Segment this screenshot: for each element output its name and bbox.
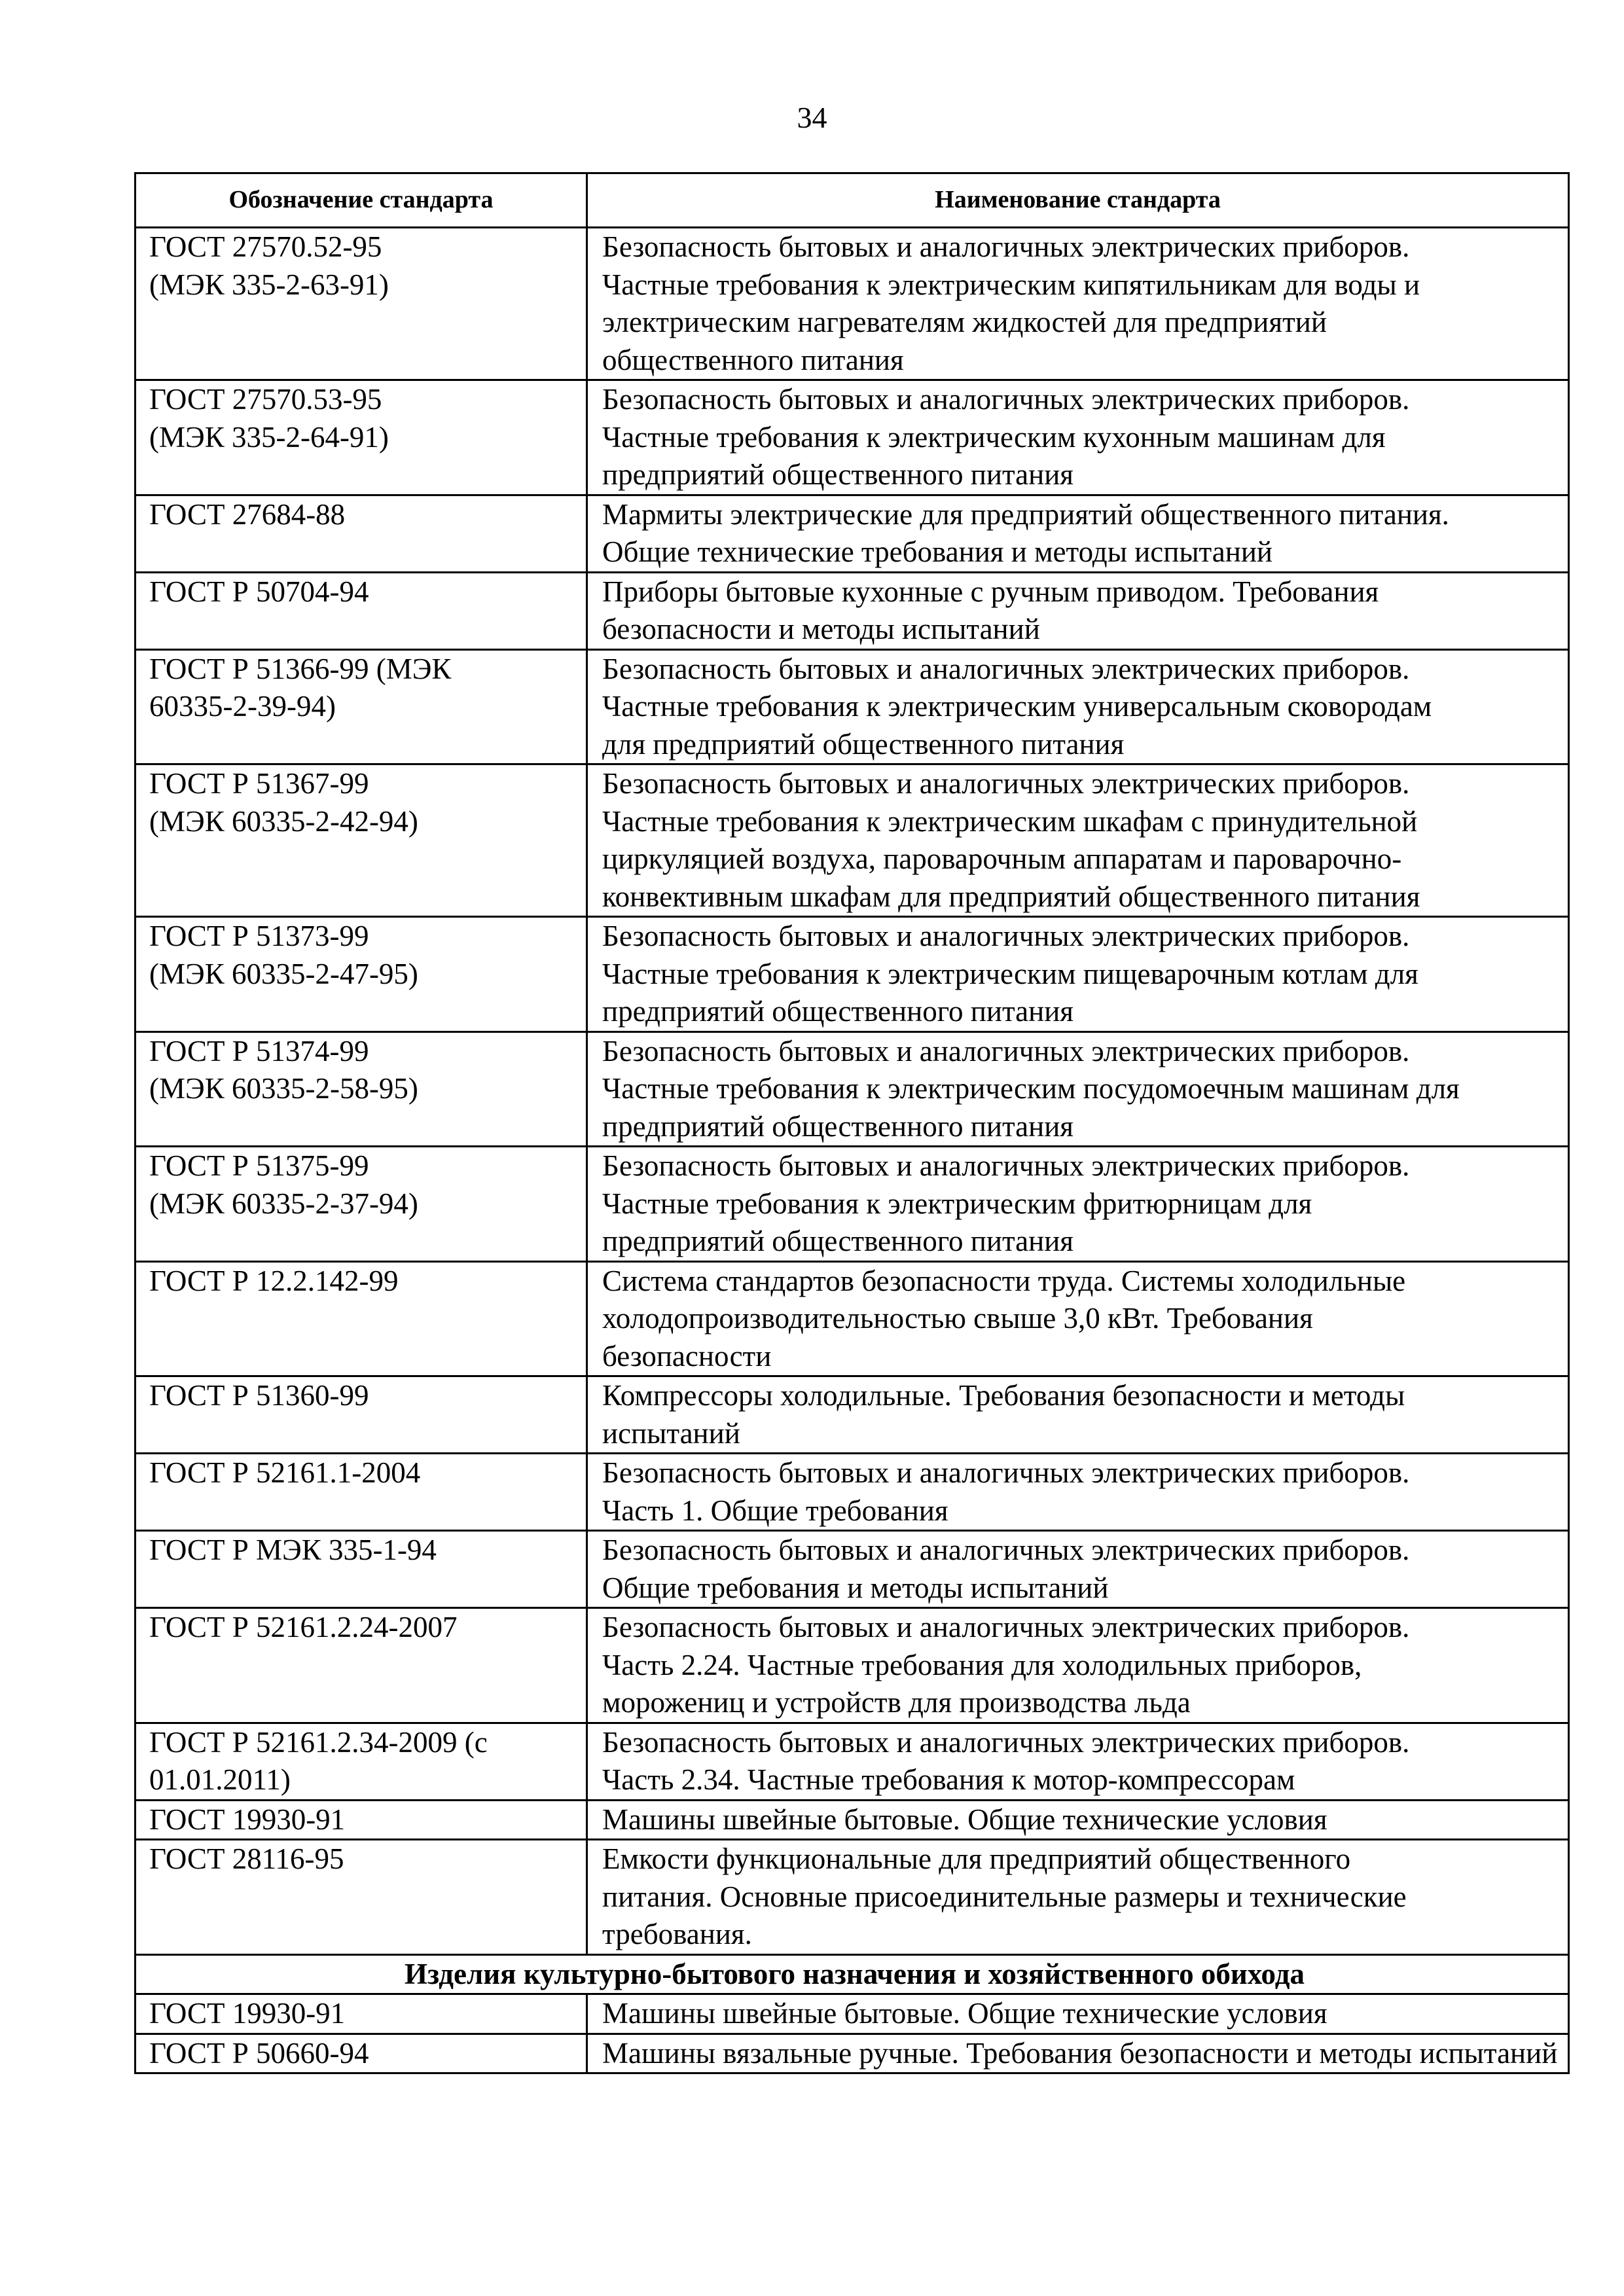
- table-row: [135, 1376, 1569, 1454]
- page-number: 34: [797, 101, 827, 134]
- standard-code: ГОСТ Р 50660-94: [135, 2034, 587, 2073]
- table-row: [135, 2034, 1569, 2073]
- standard-code: ГОСТ 27684-88: [135, 495, 587, 572]
- standards-table: [134, 172, 1570, 2074]
- standard-code: ГОСТ 27570.52-95 (МЭК 335-2-63-91): [135, 228, 587, 380]
- standard-code: ГОСТ Р 51366-99 (МЭК 60335-2-39-94): [135, 649, 587, 764]
- standard-name: Безопасность бытовых и аналогичных электрических приборов. Частные требования к электрическим шкафам с принудительной циркуляцией воздуха, пароварочным аппаратам и пароварочно- конвективным шкафам для предприятий общественного питания: [587, 764, 1569, 917]
- standard-code: ГОСТ 28116-95: [135, 1840, 587, 1955]
- standard-name: Безопасность бытовых и аналогичных электрических приборов. Частные требования к электрическим кипятильникам для воды и электрическим нагревателям жидкостей для предприятий общественного питания: [587, 228, 1569, 380]
- standard-code: ГОСТ Р 52161.2.24-2007: [135, 1608, 587, 1723]
- table-row: [135, 1840, 1569, 1955]
- standard-name: Безопасность бытовых и аналогичных электрических приборов. Часть 1. Общие требования: [587, 1454, 1569, 1531]
- standard-name: Компрессоры холодильные. Требования безопасности и методы испытаний: [587, 1376, 1569, 1454]
- standard-code: ГОСТ Р 52161.1-2004: [135, 1454, 587, 1531]
- standard-name: Безопасность бытовых и аналогичных электрических приборов. Частные требования к электрическим посудомоечным машинам для предприятий общественного питания: [587, 1031, 1569, 1147]
- standard-code: ГОСТ 19930-91: [135, 1994, 587, 2034]
- standard-name: Безопасность бытовых и аналогичных электрических приборов. Часть 2.24. Частные требования для холодильных приборов, морожениц и устройств для производства льда: [587, 1608, 1569, 1723]
- standard-code: ГОСТ Р 50704-94: [135, 572, 587, 649]
- standard-code: ГОСТ Р 51375-99 (МЭК 60335-2-37-94): [135, 1147, 587, 1262]
- table-row: [135, 572, 1569, 649]
- table-row: [135, 917, 1569, 1032]
- standard-code: ГОСТ Р 51367-99 (МЭК 60335-2-42-94): [135, 764, 587, 917]
- table-row: [135, 1031, 1569, 1147]
- standard-name: Система стандартов безопасности труда. Системы холодильные холодопроизводительностью свыше 3,0 кВт. Требования безопасности: [587, 1261, 1569, 1376]
- standard-code: ГОСТ 19930-91: [135, 1800, 587, 1840]
- standard-name: Мармиты электрические для предприятий общественного питания. Общие технические требования и методы испытаний: [587, 495, 1569, 572]
- standard-name: Машины вязальные ручные. Требования безопасности и методы испытаний: [587, 2034, 1569, 2073]
- standard-code: ГОСТ Р 51373-99 (МЭК 60335-2-47-95): [135, 917, 587, 1032]
- section-header-row: [135, 1954, 1569, 1994]
- standard-name: Безопасность бытовых и аналогичных электрических приборов. Общие требования и методы испытаний: [587, 1531, 1569, 1608]
- table-row: [135, 1147, 1569, 1262]
- standard-name: Безопасность бытовых и аналогичных электрических приборов. Частные требования к электрическим кухонным машинам для предприятий общественного питания: [587, 380, 1569, 495]
- table-row: [135, 495, 1569, 572]
- standard-name: Безопасность бытовых и аналогичных электрических приборов. Частные требования к электрическим пищеварочным котлам для предприятий общественного питания: [587, 917, 1569, 1032]
- standard-code: ГОСТ Р МЭК 335-1-94: [135, 1531, 587, 1608]
- standard-name: Емкости функциональные для предприятий общественного питания. Основные присоединительные размеры и технические требования.: [587, 1840, 1569, 1955]
- table-header-row: [135, 173, 1569, 228]
- table-row: [135, 1608, 1569, 1723]
- standard-name: Приборы бытовые кухонные с ручным приводом. Требования безопасности и методы испытаний: [587, 572, 1569, 649]
- standard-code: ГОСТ Р 12.2.142-99: [135, 1261, 587, 1376]
- table-row: [135, 1723, 1569, 1800]
- standard-code: ГОСТ Р 52161.2.34-2009 (с 01.01.2011): [135, 1723, 587, 1800]
- section-title: Изделия культурно-бытового назначения и хозяйственного обихода: [135, 1954, 1569, 1994]
- standard-name: Безопасность бытовых и аналогичных электрических приборов. Часть 2.34. Частные требования к мотор-компрессорам: [587, 1723, 1569, 1800]
- column-header-name: Наименование стандарта: [587, 173, 1569, 228]
- table-row: [135, 649, 1569, 764]
- table-row: [135, 764, 1569, 917]
- standard-code: ГОСТ Р 51360-99: [135, 1376, 587, 1454]
- standard-name: Безопасность бытовых и аналогичных электрических приборов. Частные требования к электрическим фритюрницам для предприятий общественного питания: [587, 1147, 1569, 1262]
- table-row: [135, 1454, 1569, 1531]
- column-header-code: Обозначение стандарта: [135, 173, 587, 228]
- table-row: [135, 1261, 1569, 1376]
- table-row: [135, 1800, 1569, 1840]
- standard-code: ГОСТ Р 51374-99 (МЭК 60335-2-58-95): [135, 1031, 587, 1147]
- standard-name: Машины швейные бытовые. Общие технические условия: [587, 1994, 1569, 2034]
- standard-name: Машины швейные бытовые. Общие технические условия: [587, 1800, 1569, 1840]
- table-row: [135, 1531, 1569, 1608]
- table-row: [135, 1994, 1569, 2034]
- standard-code: ГОСТ 27570.53-95 (МЭК 335-2-64-91): [135, 380, 587, 495]
- table-row: [135, 228, 1569, 380]
- standard-name: Безопасность бытовых и аналогичных электрических приборов. Частные требования к электрическим универсальным сковородам для предприятий общественного питания: [587, 649, 1569, 764]
- table-row: [135, 380, 1569, 495]
